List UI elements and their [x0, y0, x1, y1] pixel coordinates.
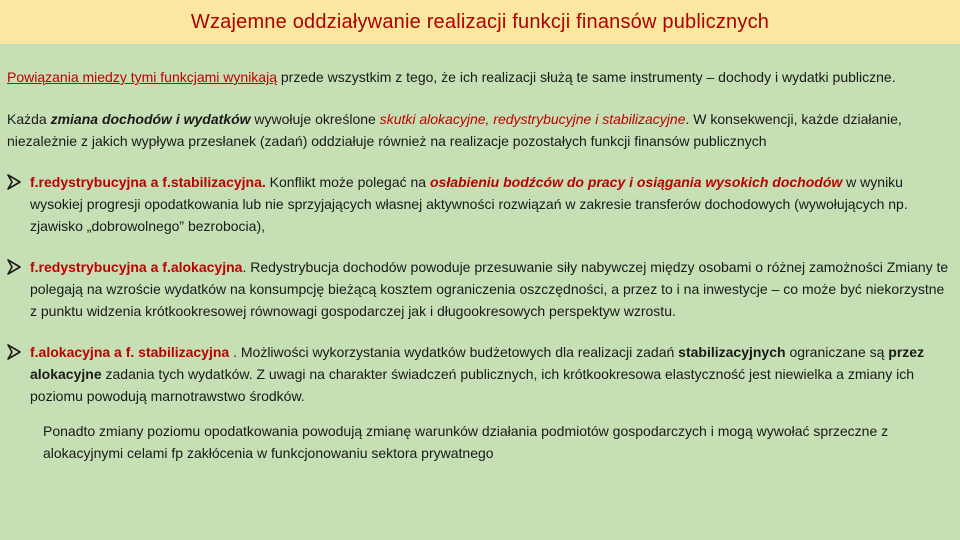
intro-lead: Powiązania miedzy tymi funkcjami wynikają — [7, 69, 277, 85]
bullet1-highlight: osłabieniu bodźców do pracy i osiągania wysokich dochodów — [429, 174, 843, 190]
intro-text: przede wszystkim z tego, że ich realizacji służą te same instrumenty – dochody i wydatki publiczne. — [277, 69, 896, 85]
bullet1-text-1: Konflikt może polegać na — [265, 174, 430, 190]
bullet3-bold-1: stabilizacyjnych — [678, 344, 786, 360]
arrowhead-bullet-icon — [7, 259, 21, 275]
arrowhead-bullet-icon — [7, 344, 21, 360]
arrowhead-bullet-icon — [7, 174, 21, 190]
title-bar — [0, 0, 960, 44]
bullet-redistribution-allocation — [7, 256, 952, 322]
paragraph-intro — [7, 66, 952, 88]
bullet3-text-1: . Możliwości wykorzystania wydatków budżetowych dla realizacji zadań — [229, 344, 679, 360]
slide-title: Wzajemne oddziaływanie realizacji funkcji finansów publicznych — [190, 10, 770, 33]
effects-text-1: Każda — [7, 111, 51, 127]
bullet-redistribution-stabilization — [7, 171, 952, 237]
bullet2-lead: f.redystrybucyjna a f.alokacyjna — [30, 259, 243, 275]
bullet2-text: . Redystrybucja dochodów powoduje przesuwanie siły nabywczej między osobami o różnej zamożności Zmiany te polegają na wzroście wydatków na konsumpcję bieżącą kosztem ograniczenia oszczędności, a przez to i na inwestycje – co może być niekorzystne z punktu widzenia krótkookresowej równowagi gospodarczej jak i długookresowych perspektyw wzrostu. — [30, 259, 949, 319]
paragraph-taxation: Ponadto zmiany poziomu opodatkowania powodują zmianę warunków działania podmiotów gospodarczych i mogą wywołać sprzeczne z alokacyjnymi celami fp zakłócenia w funkcjonowaniu sektora prywatnego — [43, 423, 889, 461]
effects-highlight: skutki alokacyjne, redystrybucyjne i stabilizacyjne — [379, 111, 686, 127]
paragraph-effects — [7, 108, 952, 152]
bullet3-lead: f.alokacyjna a f. stabilizacyjna — [30, 344, 230, 360]
bullet1-text-2: w wyniku wysokiej progresji opodatkowania lub nie sprzyjających własnej aktywności rozwiązań w zakresie transferów dochodowych (wywołujących np. zjawisko „dobrowolnego” bezrobocia), — [30, 174, 908, 234]
content-area — [7, 66, 952, 464]
bullet3-text-3: zadania tych wydatków. Z uwagi na charakter świadczeń publicznych, ich krótkookresowa elastyczność jest niewielka a zmiany ich poziomu powodują marnotrawstwo środków. — [30, 366, 914, 404]
bullet3-bold-2: przez alokacyjne — [30, 344, 925, 382]
effects-text-3: . W konsekwencji, każde działanie, niezależnie z jakich wypływa przesłanek (zadań) oddziałuje również na realizacje pozostałych funkcji finansów publicznych — [7, 111, 902, 149]
bullet-allocation-stabilization — [7, 341, 952, 407]
bullet3-text-2: ograniczane są — [785, 344, 889, 360]
effects-text-2: wywołuje określone — [250, 111, 380, 127]
bullet1-lead: f.redystrybucyjna a f.stabilizacyjna. — [30, 174, 266, 190]
effects-emphasis: zmiana dochodów i wydatków — [50, 111, 251, 127]
